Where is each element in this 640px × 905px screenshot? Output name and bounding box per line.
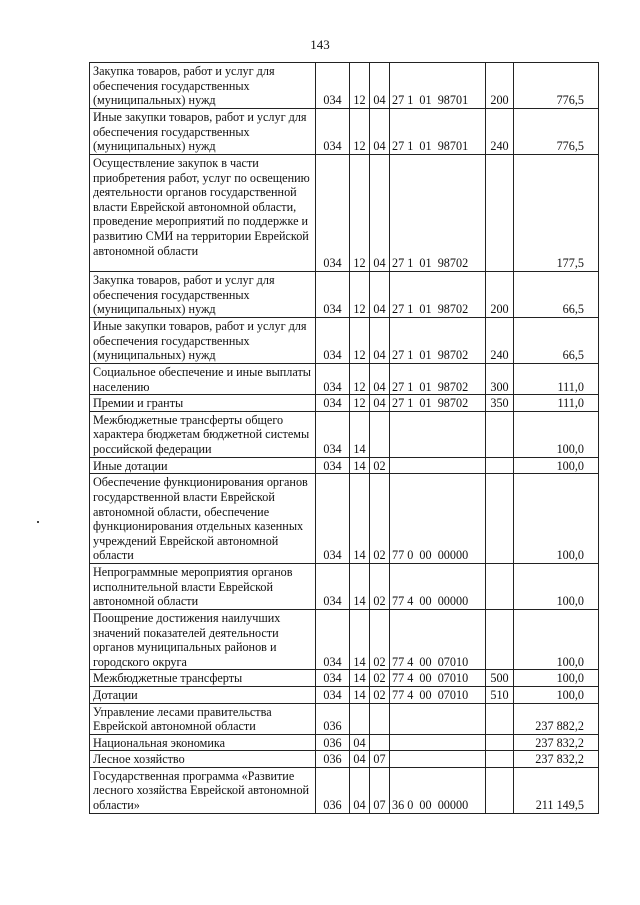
row-ved-code: 036	[316, 703, 350, 734]
row-target-article-code: 27 1 01 98701	[390, 63, 486, 109]
row-subsection-code: 04	[370, 63, 390, 109]
row-ved-code: 034	[316, 609, 350, 669]
row-target-article-code: 27 1 01 98702	[390, 395, 486, 412]
table-row	[90, 563, 599, 609]
row-section-code: 12	[350, 63, 370, 109]
row-name: Закупка товаров, работ и услуг для обеспечения государственных (муниципальных) нужд	[90, 272, 316, 318]
row-subsection-code: 07	[370, 767, 390, 813]
row-ved-code: 034	[316, 364, 350, 395]
row-section-code: 14	[350, 563, 370, 609]
row-amount: 66,5	[514, 318, 599, 364]
row-ved-code: 036	[316, 751, 350, 768]
row-name: Лесное хозяйство	[90, 751, 316, 768]
table-row	[90, 109, 599, 155]
row-target-article-code: 27 1 01 98702	[390, 272, 486, 318]
row-subsection-code: 04	[370, 395, 390, 412]
row-subsection-code: 07	[370, 751, 390, 768]
table-row	[90, 318, 599, 364]
row-amount: 111,0	[514, 395, 599, 412]
row-section-code: 12	[350, 395, 370, 412]
row-ved-code: 036	[316, 767, 350, 813]
row-target-article-code	[390, 703, 486, 734]
table-row	[90, 395, 599, 412]
row-expense-type-code	[486, 703, 514, 734]
row-name: Дотации	[90, 686, 316, 703]
row-target-article-code	[390, 411, 486, 457]
table-row	[90, 703, 599, 734]
row-expense-type-code: 200	[486, 63, 514, 109]
row-target-article-code: 77 4 00 07010	[390, 670, 486, 687]
row-ved-code: 034	[316, 318, 350, 364]
row-expense-type-code	[486, 563, 514, 609]
row-subsection-code: 02	[370, 457, 390, 474]
row-target-article-code	[390, 751, 486, 768]
row-target-article-code: 27 1 01 98701	[390, 109, 486, 155]
row-name: Обеспечение функционирования органов государственной власти Еврейской автономной области, обеспечение функционирования отдельных казенных учреждений Еврейской автономной области	[90, 474, 316, 564]
page-number: 143	[310, 37, 330, 52]
row-ved-code: 034	[316, 563, 350, 609]
row-subsection-code: 02	[370, 563, 390, 609]
row-expense-type-code	[486, 457, 514, 474]
row-amount: 100,0	[514, 411, 599, 457]
row-subsection-code: 04	[370, 109, 390, 155]
row-name: Непрограммные мероприятия органов исполнительной власти Еврейской автономной области	[90, 563, 316, 609]
row-amount: 100,0	[514, 563, 599, 609]
row-section-code: 12	[350, 364, 370, 395]
row-ved-code: 034	[316, 686, 350, 703]
row-amount: 177,5	[514, 155, 599, 272]
row-section-code: 14	[350, 411, 370, 457]
row-section-code: 14	[350, 686, 370, 703]
budget-table	[89, 62, 599, 814]
row-expense-type-code: 300	[486, 364, 514, 395]
row-subsection-code: 02	[370, 670, 390, 687]
row-subsection-code	[370, 703, 390, 734]
table-row	[90, 734, 599, 751]
table-row	[90, 609, 599, 669]
row-ved-code: 034	[316, 272, 350, 318]
row-section-code: 04	[350, 751, 370, 768]
table-row	[90, 670, 599, 687]
row-section-code: 14	[350, 670, 370, 687]
row-name: Управление лесами правительства Еврейской автономной области	[90, 703, 316, 734]
row-section-code: 14	[350, 474, 370, 564]
row-target-article-code	[390, 457, 486, 474]
row-target-article-code: 77 4 00 07010	[390, 686, 486, 703]
row-amount: 776,5	[514, 109, 599, 155]
row-name: Межбюджетные трансферты	[90, 670, 316, 687]
row-name: Осуществление закупок в части приобретения работ, услуг по освещению деятельности органов государственной власти Еврейской автономной области, проведение мероприятий по поддержке и развитию СМИ на территории Еврейской автономной области	[90, 155, 316, 272]
row-subsection-code	[370, 734, 390, 751]
table-row	[90, 411, 599, 457]
row-ved-code: 034	[316, 411, 350, 457]
row-expense-type-code	[486, 734, 514, 751]
row-amount: 100,0	[514, 457, 599, 474]
row-expense-type-code: 200	[486, 272, 514, 318]
table-row	[90, 767, 599, 813]
row-expense-type-code	[486, 411, 514, 457]
row-amount: 776,5	[514, 63, 599, 109]
row-subsection-code: 04	[370, 155, 390, 272]
row-subsection-code: 02	[370, 686, 390, 703]
row-expense-type-code: 350	[486, 395, 514, 412]
row-subsection-code: 04	[370, 364, 390, 395]
table-row	[90, 751, 599, 768]
row-subsection-code: 02	[370, 474, 390, 564]
row-subsection-code: 02	[370, 609, 390, 669]
table-row	[90, 686, 599, 703]
row-ved-code: 036	[316, 734, 350, 751]
table-row	[90, 272, 599, 318]
row-expense-type-code: 240	[486, 318, 514, 364]
row-subsection-code: 04	[370, 318, 390, 364]
row-expense-type-code	[486, 767, 514, 813]
row-amount: 66,5	[514, 272, 599, 318]
row-name: Социальное обеспечение и иные выплаты населению	[90, 364, 316, 395]
row-amount: 237 832,2	[514, 751, 599, 768]
row-section-code: 04	[350, 734, 370, 751]
row-name: Закупка товаров, работ и услуг для обеспечения государственных (муниципальных) нужд	[90, 63, 316, 109]
row-name: Национальная экономика	[90, 734, 316, 751]
table-row	[90, 474, 599, 564]
row-amount: 237 882,2	[514, 703, 599, 734]
table-body	[90, 63, 599, 814]
row-name: Иные дотации	[90, 457, 316, 474]
row-expense-type-code	[486, 751, 514, 768]
row-target-article-code: 36 0 00 00000	[390, 767, 486, 813]
row-section-code: 12	[350, 318, 370, 364]
row-ved-code: 034	[316, 155, 350, 272]
row-amount: 237 832,2	[514, 734, 599, 751]
row-expense-type-code: 500	[486, 670, 514, 687]
row-section-code: 12	[350, 109, 370, 155]
row-amount: 211 149,5	[514, 767, 599, 813]
row-expense-type-code: 510	[486, 686, 514, 703]
row-ved-code: 034	[316, 474, 350, 564]
row-name: Межбюджетные трансферты общего характера бюджетам бюджетной системы российской федерации	[90, 411, 316, 457]
row-section-code: 12	[350, 272, 370, 318]
row-section-code: 14	[350, 457, 370, 474]
row-section-code: 04	[350, 767, 370, 813]
row-ved-code: 034	[316, 395, 350, 412]
row-name: Иные закупки товаров, работ и услуг для обеспечения государственных (муниципальных) нужд	[90, 318, 316, 364]
row-target-article-code: 77 4 00 00000	[390, 563, 486, 609]
table-row	[90, 364, 599, 395]
row-expense-type-code	[486, 609, 514, 669]
row-expense-type-code: 240	[486, 109, 514, 155]
row-expense-type-code	[486, 155, 514, 272]
row-subsection-code: 04	[370, 272, 390, 318]
row-amount: 100,0	[514, 474, 599, 564]
table-row	[90, 63, 599, 109]
row-amount: 100,0	[514, 686, 599, 703]
row-target-article-code	[390, 734, 486, 751]
row-ved-code: 034	[316, 109, 350, 155]
row-target-article-code: 27 1 01 98702	[390, 364, 486, 395]
row-name: Государственная программа «Развитие лесного хозяйства Еврейской автономной области»	[90, 767, 316, 813]
row-target-article-code: 27 1 01 98702	[390, 155, 486, 272]
row-name: Премии и гранты	[90, 395, 316, 412]
row-ved-code: 034	[316, 670, 350, 687]
table-row	[90, 457, 599, 474]
row-subsection-code	[370, 411, 390, 457]
row-target-article-code: 77 4 00 07010	[390, 609, 486, 669]
row-amount: 100,0	[514, 670, 599, 687]
stray-mark	[37, 521, 39, 523]
row-amount: 111,0	[514, 364, 599, 395]
row-name: Поощрение достижения наилучших значений показателей деятельности органов муниципальных районов и городского округа	[90, 609, 316, 669]
row-name: Иные закупки товаров, работ и услуг для обеспечения государственных (муниципальных) нужд	[90, 109, 316, 155]
row-section-code: 12	[350, 155, 370, 272]
row-expense-type-code	[486, 474, 514, 564]
row-section-code: 14	[350, 609, 370, 669]
row-amount: 100,0	[514, 609, 599, 669]
row-target-article-code: 27 1 01 98702	[390, 318, 486, 364]
row-target-article-code: 77 0 00 00000	[390, 474, 486, 564]
row-ved-code: 034	[316, 457, 350, 474]
row-ved-code: 034	[316, 63, 350, 109]
row-section-code	[350, 703, 370, 734]
table-row	[90, 155, 599, 272]
